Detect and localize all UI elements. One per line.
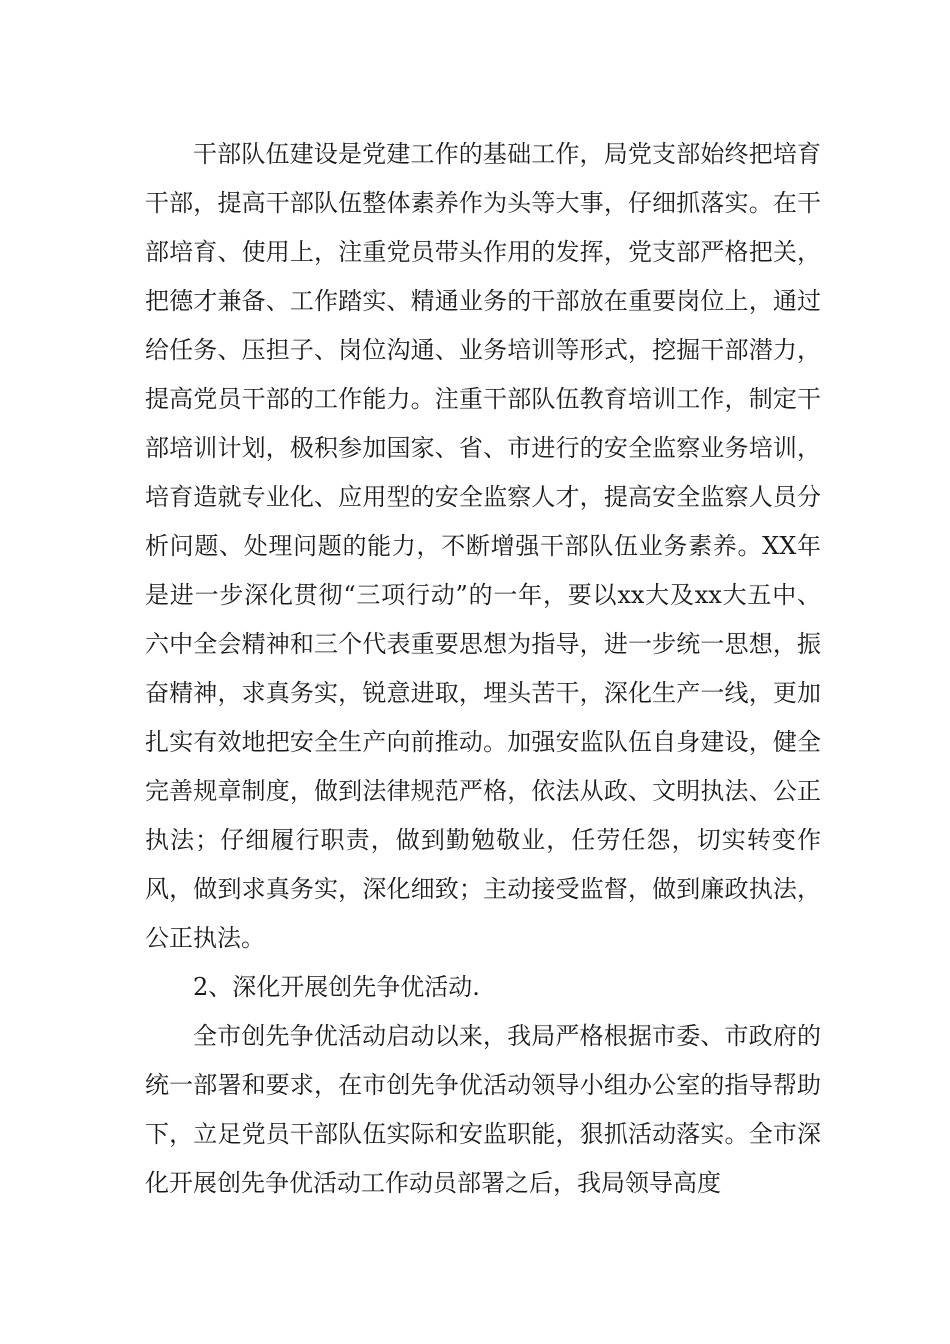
document-body: [145, 130, 821, 1208]
paragraph-cadre-building: 干部队伍建设是党建工作的基础工作，局党支部始终把培育干部，提高干部队伍整体素养作为头等大事，仔细抓落实。在干部培育、使用上，注重党员带头作用的发挥，党支部严格把关，把德才兼备、工作踏实、精通业务的干部放在重要岗位上，通过给任务、压担子、岗位沟通、业务培训等形式，挖掘干部潜力，提高党员干部的工作能力。注重干部队伍教育培训工作，制定干部培训计划，极积参加国家、省、市进行的安全监察业务培训，培育造就专业化、应用型的安全监察人才，提高安全监察人员分析问题、处理问题的能力，不断增强干部队伍业务素养。XX年是进一步深化贯彻“三项行动”的一年，要以xx大及xx大五中、六中全会精神和三个代表重要思想为指导，进一步统一思想，振奋精神，求真务实，锐意进取，埋头苦干，深化生产一线，更加扎实有效地把安全生产向前推动。加强安监队伍自身建设，健全完善规章制度，做到法律规范严格，依法从政、文明执法、公正执法；仔细履行职责，做到勤勉敬业，任劳任怨，切实转变作风，做到求真务实，深化细致；主动接受监督，做到廉政执法，公正执法。: [145, 140, 821, 952]
section-heading: 2、深化开展创先争优活动.: [193, 973, 480, 1001]
paragraph-excellence-activity: 全市创先争优活动启动以来，我局严格根据市委、市政府的统一部署和要求，在市创先争优活动领导小组办公室的指导帮助下，立足党员干部队伍实际和安监职能，狠抓活动落实。全市深化开展创先争优活动工作动员部署之后，我局领导高度: [145, 1022, 821, 1197]
